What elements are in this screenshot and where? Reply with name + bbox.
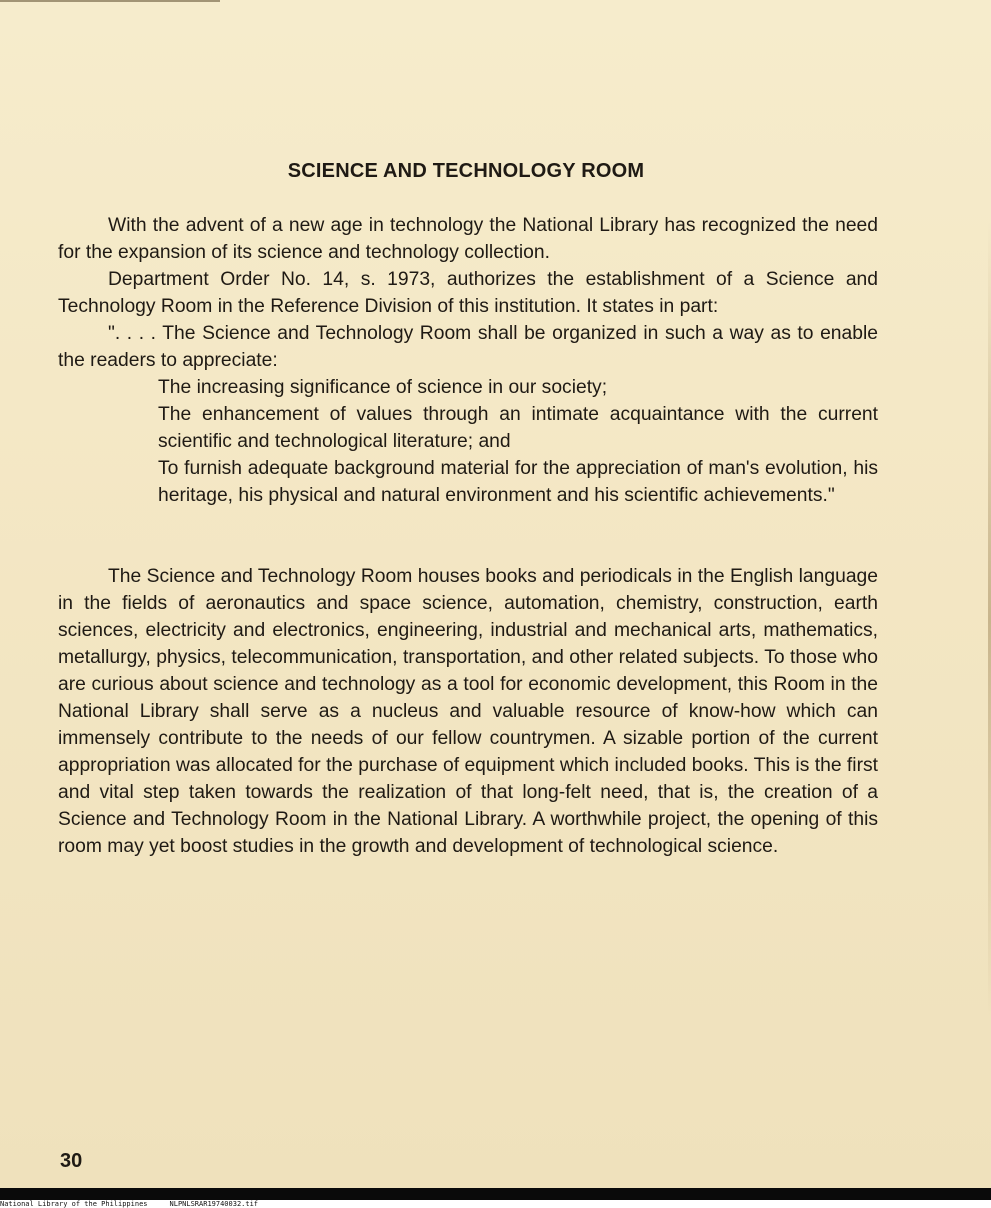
quote-item: The enhancement of values through an intimate acquaintance with the current scientific and technological literature; and (158, 404, 878, 452)
scan-footer (0, 1200, 258, 1208)
body-text (58, 212, 878, 860)
page-number: 30 (60, 1150, 83, 1172)
quote-item: To furnish adequate background material for the appreciation of man's evolution, his heritage, his physical and natural environment and his scientific achievements." (158, 458, 878, 506)
paragraph-room-description: The Science and Technology Room houses books and periodicals in the English language in the fields of aeronautics and space science, automation, chemistry, construction, earth sciences, electricity and electronics, engineering, industrial and mechanical arts, mathematics, metallurgy, physics, telecommunication, transportation, and other related subjects. To those who are curious about science and technology as a tool for economic development, this Room in the National Library shall serve as a nucleus and valuable resource of know-how which can immensely contribute to the needs of our fellow countrymen. A sizable portion of the current appropriation was allocated for the purchase of equipment which included books. This is the first and vital step taken towards the realization of that long-felt need, that is, the creation of a Science and Technology Room in the National Library. A worthwhile project, the opening of this room may yet boost studies in the growth and development of technological science. (58, 566, 878, 857)
quote-item: The increasing significance of science in our society; (158, 377, 608, 398)
paragraph-quote-lead: ". . . . The Science and Technology Room shall be organized in such a way as to enable the readers to appreciate: (58, 323, 878, 371)
paragraph-department-order: Department Order No. 14, s. 1973, authorizes the establishment of a Science and Technology Room in the Reference Division of this institution. It states in part: (58, 269, 878, 317)
paragraph-intro: With the advent of a new age in technology the National Library has recognized the need for the expansion of its science and technology collection. (58, 215, 878, 263)
footer-source: National Library of the Philippines (0, 1200, 148, 1208)
page-top-edge (0, 0, 220, 2)
scan-bottom-bar (0, 1188, 991, 1200)
footer-filename: NLPNLSRAR19740032.tif (169, 1200, 259, 1208)
quote-list (58, 374, 878, 509)
page-title: SCIENCE AND TECHNOLOGY ROOM (287, 160, 645, 182)
paragraph-spacer (58, 509, 878, 563)
